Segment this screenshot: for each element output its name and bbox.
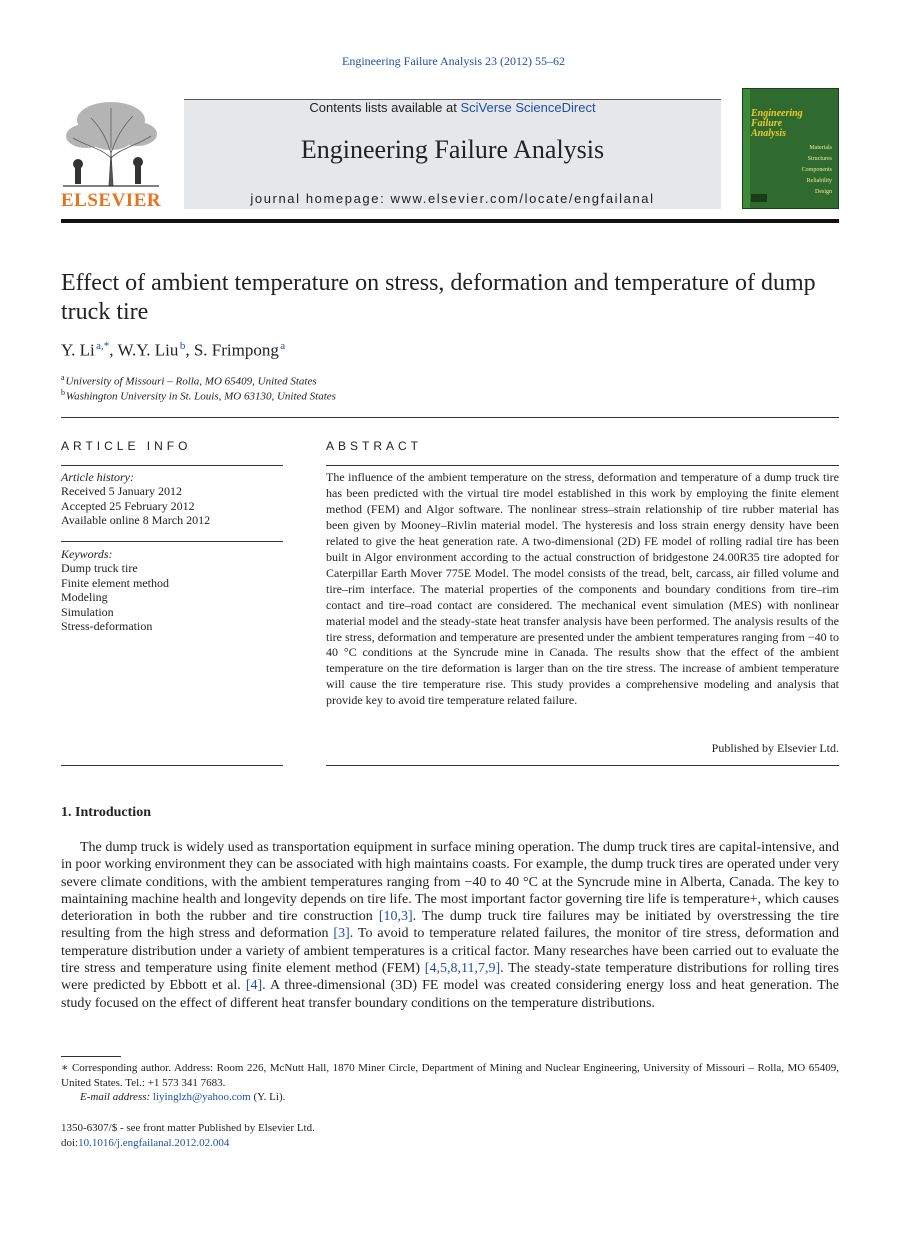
cover-topic: Materials	[809, 145, 832, 151]
cover-publisher-mark	[751, 194, 767, 202]
author-affiliation-mark[interactable]: b	[179, 340, 186, 352]
author-affiliation-mark[interactable]: a	[280, 340, 286, 352]
elsevier-logo[interactable]	[61, 98, 161, 210]
author-name[interactable]: Y. Li	[61, 340, 95, 360]
introduction-paragraph	[61, 839, 839, 1012]
cover-title	[751, 109, 803, 139]
article-info-heading: ARTICLE INFO	[61, 439, 192, 453]
keywords-block	[61, 547, 283, 633]
affiliation-divider	[61, 417, 839, 418]
footnote-rule	[61, 1056, 121, 1057]
doi-link[interactable]: 10.1016/j.engfailanal.2012.02.004	[78, 1137, 230, 1149]
reference-link[interactable]: [4,5,8,11,7,9]	[424, 961, 501, 977]
author-name[interactable]: W.Y. Liu	[117, 340, 179, 360]
doi-line	[61, 1137, 229, 1149]
sciencedirect-link[interactable]: SciVerse ScienceDirect	[460, 100, 596, 115]
journal-citation[interactable]: Engineering Failure Analysis 23 (2012) 55–62	[342, 54, 565, 68]
author-separator: ,	[185, 340, 194, 360]
journal-homepage[interactable]: journal homepage: www.elsevier.com/locate/engfailanal	[250, 191, 655, 206]
history-label: Article history:	[61, 470, 134, 484]
abstract-publisher-note: Published by Elsevier Ltd.	[711, 741, 839, 755]
article-history	[61, 470, 283, 528]
email-link[interactable]: liyinglzh@yahoo.com	[152, 1091, 251, 1103]
abstract-divider	[326, 465, 839, 466]
cover-topic: Reliability	[806, 178, 832, 184]
author-affiliation-mark[interactable]: a,*	[96, 340, 110, 352]
cover-title-line: Failure	[751, 118, 783, 129]
reference-link[interactable]: [4]	[245, 978, 263, 994]
article-info-divider	[61, 465, 283, 466]
article-title: Effect of ambient temperature on stress, deformation and temperature of dump truck tire	[61, 270, 816, 325]
elsevier-tree-icon	[61, 98, 161, 190]
intro-text: The dump truck is widely used as transportation equipment in surface mining operation. The dump truck tires are capital-intensive, and in poor working environment they can be associated with high maintains coasts. For example, the dump truck tires are operated under very severe climate conditions, with the ambient temperatures ranging from −40 to 40 °C at the Syncrude mine in Alberta, Canada. The key to maintaining machine health and longevity depends on tire life. The most important factor governing tire life is temperature+, which causes deterioration in both the rubber and tire construction	[61, 840, 839, 925]
contents-prefix: Contents lists available at	[309, 100, 461, 115]
keyword-item: Modeling	[61, 590, 108, 605]
affiliation	[61, 388, 336, 403]
elsevier-wordmark: ELSEVIER	[61, 190, 162, 211]
keywords-label: Keywords:	[61, 547, 113, 561]
reference-link[interactable]: [3]	[333, 926, 350, 942]
affiliation-mark: b	[61, 388, 65, 397]
author-separator: ,	[109, 340, 118, 360]
keyword-item: Simulation	[61, 604, 114, 619]
intro-text: . To avoid to temperature related failures, the monitor of tire stress, deformation and temperature distribution under a variety of ambient temperatures is a critical factor. Many researches have been carried out to evaluate the tire stress and temperature using finite element method (FEM)	[61, 926, 839, 977]
history-item: Received 5 January 2012	[61, 484, 182, 499]
abstract-heading: ABSTRACT	[326, 439, 423, 453]
intro-text: . The dump truck tire failures may be initiated by overstressing the tire resulting from the high stress and deformation	[61, 909, 839, 942]
issn-line: 1350-6307/$ - see front matter Published by Elsevier Ltd.	[61, 1122, 315, 1134]
doi-label: doi:	[61, 1137, 79, 1149]
keyword-item: Stress-deformation	[61, 619, 153, 634]
affiliation-text: Washington University in St. Louis, MO 63130, United States	[65, 390, 336, 403]
abstract-text: The influence of the ambient temperature on the stress, deformation and temperature of a dump truck tire has been predicted with the virtual tire model established in this work by employing the finite element method (FEM) and Algor software. The nonlinear stress–strain relationship of tire rubber material has been given by Mooney–Rivlin material model. The hysteresis and loss strain energy density have been related to give the heat generation rate. A two-dimensional (2D) FE model of rolling radial tire has been built in Algor environment according to the actual construction of bridgestone 24.00R35 tire adopted for Caterpillar Earth Mover 775E Model. The model consists of the tread, belt, carcass, air filled volume and tire–rim interface. The material properties of the components and boundary conditions from tire–rim contact and tire–road contact are considered. The mechanical event simulation (MES) with nonlinear material model and the steady-state heat transfer analysis have been performed. The analysis results of the tire stress, deformation and temperature are presented under the ambient temperatures ranging from −40 to 40 °C conditions at the Syncrude mine in Canada. The results show that the effect of the ambient temperature on the tire deformation is larger than on the tire stress. The increase of ambient temperature will cause the tire temperature rise. This study provides a comprehensive modeling and analysis that provide key to avoid tire temperature related failure.	[326, 470, 839, 708]
affiliation-text: University of Missouri – Rolla, MO 65409, United States	[65, 375, 317, 388]
cover-title-line: Engineering	[751, 108, 803, 119]
affiliation	[61, 373, 317, 388]
author-list	[61, 340, 285, 361]
header-divider	[61, 219, 839, 223]
intro-text: . A three-dimensional (3D) FE model was created considering energy loss and heat generation. The study focused on the effect of different heat transfer boundary conditions on the temperature distributions.	[61, 978, 839, 1011]
introduction-heading: 1. Introduction	[61, 805, 151, 820]
abstract-bottom-rule	[326, 765, 839, 766]
keyword-item: Finite element method	[61, 575, 169, 590]
cover-stripe	[743, 89, 750, 209]
email-suffix: (Y. Li).	[250, 1091, 286, 1103]
cover-topic: Design	[815, 189, 832, 195]
corresponding-author-note: ∗ Corresponding author. Address: Room 226, McNutt Hall, 1870 Miner Circle, Department of Mining and Nuclear Engineering, University of Missouri – Rolla, MO 65409, United States. Tel.: +1 573 341 7683.	[61, 1062, 839, 1089]
author-name[interactable]: S. Frimpong	[193, 340, 279, 360]
journal-cover[interactable]	[742, 88, 839, 209]
contents-line	[184, 100, 721, 115]
affiliation-mark: a	[61, 373, 65, 382]
history-item: Accepted 25 February 2012	[61, 498, 195, 513]
journal-title: Engineering Failure Analysis	[300, 135, 605, 164]
reference-link[interactable]: [10,3]	[378, 909, 413, 925]
cover-title-line: Analysis	[751, 128, 787, 139]
keywords-divider	[61, 541, 283, 542]
history-item: Available online 8 March 2012	[61, 513, 211, 528]
email-note	[80, 1091, 285, 1103]
email-label: E-mail address:	[80, 1091, 151, 1103]
keyword-item: Dump truck tire	[61, 561, 138, 576]
article-info-bottom-rule	[61, 765, 283, 766]
intro-text: . The steady-state temperature distributions for rolling tires were predicted by Ebbott et al.	[61, 961, 840, 994]
cover-topic: Components	[801, 167, 832, 173]
cover-topics	[802, 143, 832, 198]
cover-topic: Structures	[807, 156, 832, 162]
